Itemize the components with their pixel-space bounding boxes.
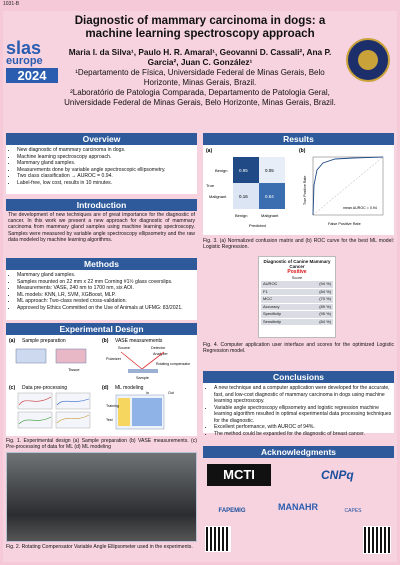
conclusions-list	[205, 385, 392, 437]
overview-item: • Measurements done by variable angle spectroscopic ellipsometry.	[17, 167, 195, 174]
methods-item: • Approved by Ethics Committed on the Use of Animals at UFMG: 83/2021.	[17, 305, 195, 312]
conclusions-box	[203, 383, 394, 437]
affiliation-1: ¹Departamento de Física, Universidade Federal de Minas Gerais, Belo Horizonte, Minas Gerais, Brazil.	[75, 68, 325, 87]
cm-col-label: Benign	[235, 213, 248, 218]
figure-3-caption: Fig. 3. (a) Normalized confusion matrix and (b) ROC curve for the best ML model: Logistic Regression.	[203, 238, 394, 251]
app-score-metric: Accuracy	[263, 303, 280, 309]
conclusions-item: • A new technique and a computer application were developed for the accurate, fast, and low-cost diagnostic of mammary carcinoma in dogs using machine learning spectroscopy.	[214, 385, 392, 405]
preprocessing-plots	[18, 393, 90, 428]
app-score-metric: F1	[263, 288, 268, 294]
app-interface	[258, 256, 336, 338]
affiliation-2: ²Laboratório de Patologia Comparada, Departamento de Patologia Geral, Universidade Federal de Minas Gerais, Belo Horizonte, Minas Gerais, Brazil.	[64, 88, 336, 107]
sample-label: Sample	[136, 376, 149, 380]
app-score-value: (84 %)	[319, 318, 331, 324]
methods-item: • Measurements: VASE, 240 nm to 1700 nm, six AOI.	[17, 285, 195, 292]
mcti-logo: MCTI	[207, 464, 271, 486]
conclusions-item: • The method could be expanded for the diagnostic of breast cancer.	[214, 431, 392, 438]
conclusions-item: • Excellent performance, with AUROC of 94%.	[214, 424, 392, 431]
qr-code-right-icon[interactable]	[363, 526, 391, 554]
manahr-logo: MANAHR	[278, 502, 318, 512]
app-score-row	[261, 281, 333, 288]
overview-item: • New diagnostic of mammary carcinoma in dogs.	[17, 147, 195, 154]
authors-text: Maria I. da Silva¹, Paulo H. R. Amaral¹, Geovanni D. Cassali², Ana P. Garcia², Juan C. González¹	[68, 47, 332, 67]
poster-title: Diagnostic of mammary carcinoma in dogs: a machine learning spectroscopy approach	[74, 14, 326, 40]
polarizer-label: Polarizer	[106, 357, 121, 361]
introduction-text: The development of new techniques are of great importance for the diagnostic of cancer. In this work we present a new approach for diagnostic of mammary carcinoma from mammary gland samples using machine learning spectroscopy. Samples were measured by variable angle spectroscopy ellipsometry and the raw data modeled by machine learning algorithms.	[8, 212, 195, 243]
cm-value: 0.95	[239, 168, 248, 173]
cm-value: 0.05	[265, 168, 274, 173]
app-score-row	[261, 311, 333, 318]
app-score-metric: Specificity	[263, 311, 282, 316]
analyzer-label: Analyzer	[153, 352, 168, 356]
methods-heading: Methods	[6, 258, 197, 270]
cm-value: 0.16	[239, 194, 248, 199]
methods-item: • ML models: KNN, LR, SVM, XGBoost, MLP.	[17, 292, 195, 299]
overview-heading: Overview	[6, 133, 197, 145]
methods-box	[6, 270, 197, 320]
app-score-value: (84 %)	[319, 288, 331, 294]
acknowledgments-logos	[203, 460, 394, 560]
methods-item: • ML approach: Two-class nested cross-validation.	[17, 298, 195, 305]
fapemig-logo: FAPEMIG	[218, 508, 246, 514]
ml-out-label: Out	[168, 391, 174, 395]
experimental-diagram	[6, 335, 197, 436]
results-heading: Results	[203, 133, 394, 145]
ml-grid	[116, 395, 164, 429]
ml-training-label: Training	[106, 404, 119, 408]
cm-value: 0.84	[265, 194, 274, 199]
panel-a-title: Sample preparation	[22, 338, 66, 344]
sample-stage	[128, 369, 158, 373]
methods-list	[8, 272, 195, 311]
methods-item: • Samples mounted on 22 mm x 22 mm Corning #1½ glass coverslips.	[17, 279, 195, 286]
overview-box	[6, 145, 197, 194]
app-score-value: (94 %)	[319, 281, 331, 286]
tag-b: (b)	[102, 338, 109, 344]
overview-item: • Two class classification → AUROC = 0.94.	[17, 173, 195, 180]
ml-test-label: Test	[106, 418, 113, 422]
cm-col-label: Malignant	[261, 213, 279, 218]
capes-logo: CAPES	[344, 508, 362, 514]
app-score-metric: AUROC	[263, 281, 278, 286]
methods-item: • Mammary gland samples.	[17, 272, 195, 279]
overview-item: • Machine learning spectroscopy approach.	[17, 154, 195, 161]
source-label: Source	[118, 346, 131, 350]
roc-xlabel: False Positive Rate	[328, 222, 361, 226]
qr-code-left-icon[interactable]	[205, 526, 231, 552]
app-score-value: (70 %)	[319, 296, 331, 301]
detector-label: Detector	[151, 346, 166, 350]
acknowledgments-heading: Acknowledgments	[203, 446, 394, 458]
tag-c: (c)	[9, 385, 16, 391]
panel-b-title: VASE measurements	[115, 338, 163, 344]
logo-year: 2024	[6, 68, 58, 83]
app-score-table	[261, 281, 333, 325]
app-score-value: (95 %)	[319, 311, 331, 316]
panel-d-title: ML modeling	[115, 385, 144, 391]
app-score-row	[261, 289, 333, 296]
results-figure-3	[203, 145, 394, 235]
overview-list	[8, 147, 195, 186]
introduction-heading: Introduction	[6, 199, 197, 211]
tissue-slide	[16, 349, 46, 363]
cm-row-label: Malignant	[209, 194, 227, 199]
app-result: Positive	[287, 269, 307, 275]
experimental-figure	[6, 335, 197, 436]
experimental-heading: Experimental Design	[6, 323, 197, 335]
logo-europe-text: europe	[6, 55, 43, 67]
app-score-metric: MCC	[263, 296, 273, 301]
app-title: Diagnostic of Canine Mammary Cancer	[263, 259, 331, 269]
university-seal-icon	[346, 38, 390, 82]
results-tag-b: (b)	[299, 148, 306, 154]
results-charts	[203, 145, 394, 235]
tag-d: (d)	[102, 385, 109, 391]
conclusions-item: • Variable angle spectroscopy ellipsometry and logistic regression machine learning algorithm resulted in optimal experimental data processing techniques for the diagnostic.	[214, 405, 392, 425]
cm-ylabel: True	[206, 183, 215, 188]
figure-1-caption: Fig. 1. Experimental design (a) Sample preparation (b) VASE measurements. (c) Pre-processing of data for ML (d) ML modeling	[6, 438, 197, 451]
cnpq-logo: CNPq	[321, 468, 354, 482]
cm-xlabel: Predicted	[249, 223, 266, 228]
rotating-compensator-label: Rotating compensator	[156, 362, 191, 366]
panel-c-title: Data pre-processing	[22, 385, 68, 391]
ml-in-label: In	[146, 391, 149, 395]
tag-a: (a)	[9, 338, 16, 344]
overview-item: • Label-free, low cost, results in 10 minutes.	[17, 180, 195, 187]
slas-europe-logo	[6, 40, 58, 98]
app-score-row	[261, 319, 333, 326]
figure-4-caption: Fig. 4. Computer application user interface and scores for the optimized Logistic Regression model.	[203, 342, 394, 355]
sample-slide	[56, 349, 86, 363]
roc-ylabel: True Positive Rate	[303, 175, 307, 205]
author-list	[60, 47, 340, 67]
app-score-row	[261, 296, 333, 303]
overview-item: • Mammary gland samples.	[17, 160, 195, 167]
incident-beam	[121, 352, 142, 369]
logo-slas-text: slas	[6, 38, 42, 58]
app-score-row	[261, 304, 333, 311]
poster-code: 1031-B	[3, 1, 20, 7]
tissue-label: Tissue	[68, 367, 80, 372]
conclusions-heading: Conclusions	[203, 371, 394, 383]
ellipsometer-photo	[6, 452, 197, 542]
results-tag-a: (a)	[206, 148, 213, 154]
cm-row-label: Benign	[215, 168, 228, 173]
app-score-label: Score	[291, 275, 303, 280]
roc-legend: mean AUROC = 0.94	[343, 206, 377, 210]
figure-2-caption: Fig. 2. Rotating Compensator Variable Angle Ellipsometer used in the experiments.	[6, 544, 193, 550]
app-score-value: (89 %)	[319, 303, 331, 309]
app-score-metric: Sensitivity	[263, 318, 282, 324]
